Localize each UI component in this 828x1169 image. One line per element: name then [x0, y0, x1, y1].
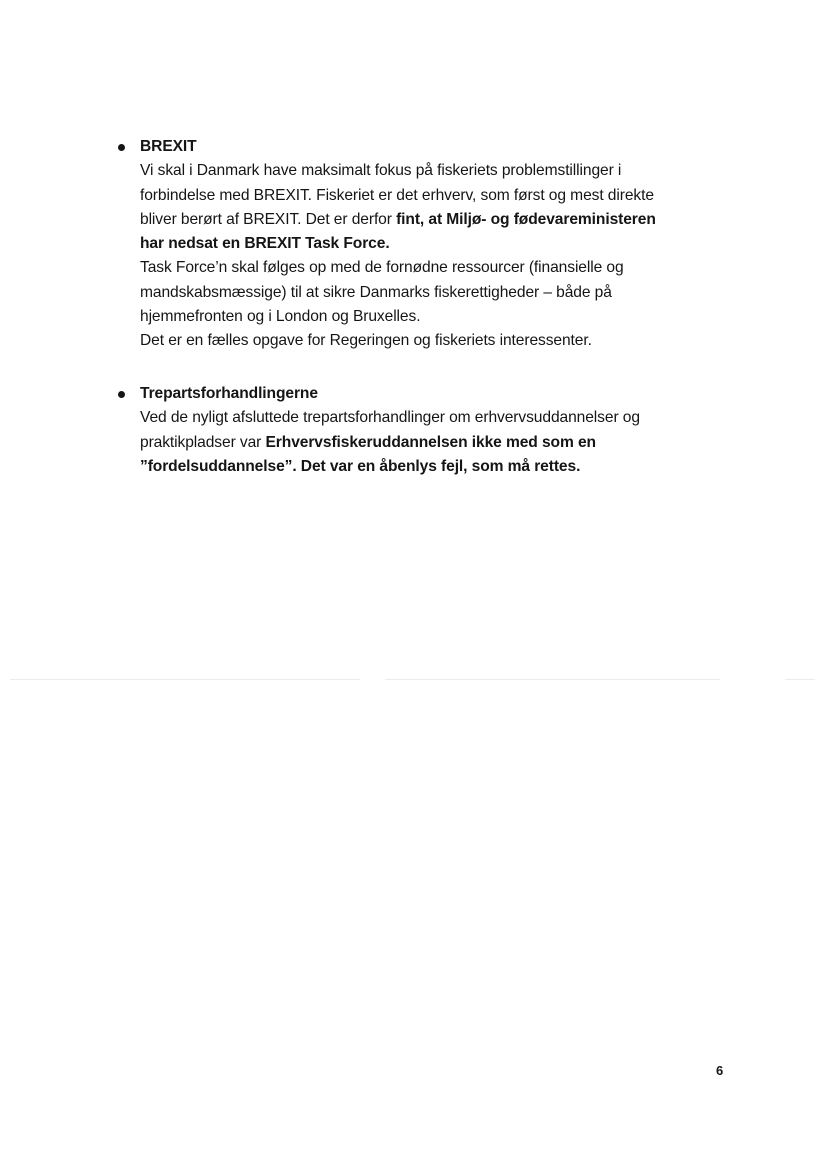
text-run: Vi skal i Danmark have maksimalt fokus på fiskeriets problemstillinger i	[140, 162, 622, 180]
bullet-icon	[118, 391, 125, 398]
section-heading: BREXIT	[140, 138, 197, 155]
text-run: hjemmefronten og i London og Bruxelles.	[140, 308, 421, 326]
text-run: Ved de nyligt afsluttede trepartsforhandlinger om erhvervsuddannelser og	[140, 409, 640, 427]
section-heading: Trepartsforhandlingerne	[140, 385, 318, 402]
text-line	[140, 281, 730, 305]
section-trepartsforhandlingerne	[140, 382, 730, 479]
text-line	[140, 159, 730, 183]
text-line	[140, 256, 730, 280]
section-body	[140, 159, 730, 353]
section-brexit	[140, 135, 730, 354]
text-line	[140, 455, 730, 479]
bullet-icon	[118, 144, 125, 151]
bold-text-run: Erhvervsfiskeruddannelsen ikke med som en	[265, 433, 596, 451]
text-line	[140, 406, 730, 430]
bold-text-run: ”fordelsuddannelse”. Det var en åbenlys fejl, som må rettes.	[140, 457, 581, 475]
text-run: praktikpladser var	[140, 433, 266, 451]
text-line	[140, 329, 730, 353]
bold-text-run: har nedsat en BREXIT Task Force.	[140, 235, 390, 253]
text-run: mandskabsmæssige) til at sikre Danmarks fiskerettigheder – både på	[140, 283, 612, 301]
section-body	[140, 406, 730, 479]
text-line	[140, 431, 730, 455]
bold-text-run: fint, at Miljø- og fødevareministeren	[396, 210, 656, 228]
text-line	[140, 184, 730, 208]
scan-artifact-line	[10, 679, 360, 680]
text-run: forbindelse med BREXIT. Fiskeriet er det erhverv, som først og mest direkte	[140, 186, 654, 204]
text-run: Task Force’n skal følges op med de fornødne ressourcer (finansielle og	[140, 259, 624, 277]
scan-artifact-line	[785, 679, 815, 680]
text-run: Det er en fælles opgave for Regeringen og fiskeriets interessenter.	[140, 332, 592, 350]
page-number: 6	[716, 1063, 724, 1078]
text-run: bliver berørt af BREXIT. Det er derfor	[140, 210, 397, 228]
scan-artifact-line	[385, 679, 720, 680]
text-line	[140, 305, 730, 329]
text-line	[140, 208, 730, 232]
text-line	[140, 232, 730, 256]
